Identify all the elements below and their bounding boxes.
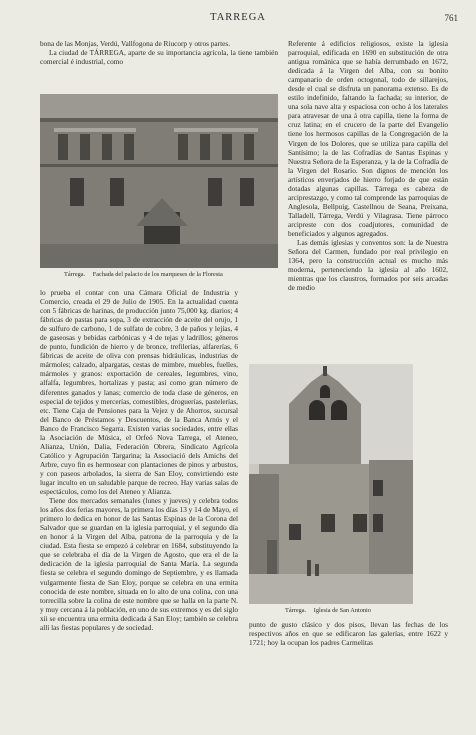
right-column-top-text [288, 39, 448, 292]
right-column-bottom-text [249, 620, 448, 647]
paragraph: Las demás iglesias y conventos son: la de Nuestra Señora del Carmen, fundado por real privilegio en 1364, pero la construcción actual es mucho más moderna, perteneciendo la iglesia al año 1602, mientras que los claustros, formados por seis arcadas de medio [288, 238, 448, 293]
paragraph: La ciudad de TÁRREGA, aparte de su importancia agrícola, la tiene también comercial é industrial, como [40, 48, 278, 67]
church-illustration [249, 364, 413, 604]
church-san-antonio-photo [249, 364, 413, 604]
paragraph: lo prueba el contar con una Cámara Oficial de Industria y Comercio, creada el 29 de Julio de 1905. En la actualidad cuenta con 5 fábricas de harinas, de producción junto 75,000 kg. diarios; 4 fábricas de pastas para sopa, 3 de extracción de aceite del orujo, 1 de sulfuro de carbono, 1 de sulfato de cobre, 3 de paños y lejías, 4 de gaseosas y bebidas carbónicas y 4 de tejas y ladrillos; géneros de punto, fundición de hierro y de bronce, trefilerías, alfarerías, 6 fábricas de aceite de oliva con prensas hidráulicas, industrias de mármoles; calzado, alpargatas, cestas de mimbre, muebles, fuelles, mármoles y granos: exportación de cereales, legumbres, vino, alfalfa, legumbres, hortalizas y pasta; así como gran número de diferentes ganados y lanas; comercio de toda clase de géneros, en especial de tejidos y mercerías, comestibles, droguerías, pastelerías, etc. Tiene Caja de Pensiones para la Vejez y de Ahorros, sucursal del Banco de Préstamos y Descuentos, de la Banca Arnús y el Banco de Francisco Segarra. Existen varias sociedades, entre ellas la Asociación de Música, el Orfeó Nova Tarrega, el Ateneo, Alianza, Unión, Dalia, Federación Obrera, Sindicato Agrícola Católico y Agrupación Targarina; la Associació dels Amichs del Arbre, cuyo fin es hermosear con plantaciones de pinos y arbustos, y con paseos arbolados, la sierra de San Eloy, convirtiendo este lugar inculto en un saludable parque de recreo. Hay varias salas de espectáculos, como los del Ateneo y Alianza. [40, 288, 238, 497]
caption-place: Tárrega. [64, 271, 86, 278]
paragraph: Tiene dos mercados semanales (lunes y jueves) y celebra todos los años dos ferias mayores, la primera los días 13 y 14 de Mayo, el primero lo dedica en honor de las Santas Espinas de la Corona del Salvador que se guardan en la iglesia parroquial, y el segundo día en honor á la Virgen del Alba, patrona de la parroquia y de la ciudad. Esta fiesta se empezó á celebrar en 1684, substituyendo la que se celebraba el día de la Virgen de Agosto, que era el de la dedicación de la iglesia parroquial de Santa María. La segunda fiesta se celebra el segundo domingo de Septiembre, y es llamada vulgarmente fiesta de San Eloy, porque se celebra en una ermita conocida de este nombre, situada en lo alto de una colina, con una torrecilla sobre la colina de este nombre que se halla en la parte N. y muy cercana á la población, en uno de sus extremos y es del siglo xii se encuentra una ermita dedicada á San Eloy; también se celebra allí las fiestas populares y de sociedad. [40, 496, 238, 632]
caption-text: Iglesia de San Antonio [313, 607, 371, 614]
paragraph: Referente á edificios religiosos, existe la iglesia parroquial, edificada en 1690 en substitución de otra antigua románica que se había derrumbado en 1672, dedicada á la Virgen del Alba, con su bonito campanario de orden octogonal, todo de sillarejos, desde el cual se disfruta un panorama extenso. Es de estilo indefinido, faltando la fachada; su interior, de una sola nave alta y espaciosa con ocho á los laterales para atravesar de una á otra capilla, tiene la forma de cruz latina; en el crucero de la parte del Evangelio tiene los hermosos capillas de la Congregación de la Virgen de los Dolores, que se utiliza para capilla del Santísimo; la de las Cofradías de Santas Espinas y Nuestra Señora de la Esperanza, y la de la Cofradía de la Virgen del Rosario. Son dignos de mención los artísticos enverjados de hierro forjado de que están dotadas algunas capillas. Tárrega es cabeza de arciprestazgo, y como tal comprende las parroquias de Anglesola, Bellpuig, Castellnou de Seana, Preixana, Talladell, Tárrega, Verdú y Vilagrasa. Tiene párroco arcipreste con dos coadjutores, comunidad de beneficiados y algunos agregados. [288, 39, 448, 238]
running-header-title: TARREGA [210, 12, 266, 23]
left-column-bottom-text [40, 288, 238, 632]
palace-facade-illustration [40, 94, 278, 268]
paragraph: bona de las Monjas, Verdú, Vallfogona de Riucorp y otros partes. [40, 39, 231, 48]
photo2-caption [285, 607, 371, 615]
caption-text: Fachada del palacio de los marqueses de la Floresta [92, 271, 223, 278]
page-number: 761 [444, 13, 458, 23]
palace-facade-photo [40, 94, 278, 268]
left-column-top-text [40, 39, 278, 66]
paragraph: punto de gusto clásico y dos pisos, llevan las fechas de los respectivos años en que se edificaron las galerías, entre 1622 y 1721; hoy la ocupan los padres Carmelitas [249, 620, 448, 648]
photo1-caption [64, 271, 223, 279]
caption-place: Tárrega. [285, 607, 307, 614]
